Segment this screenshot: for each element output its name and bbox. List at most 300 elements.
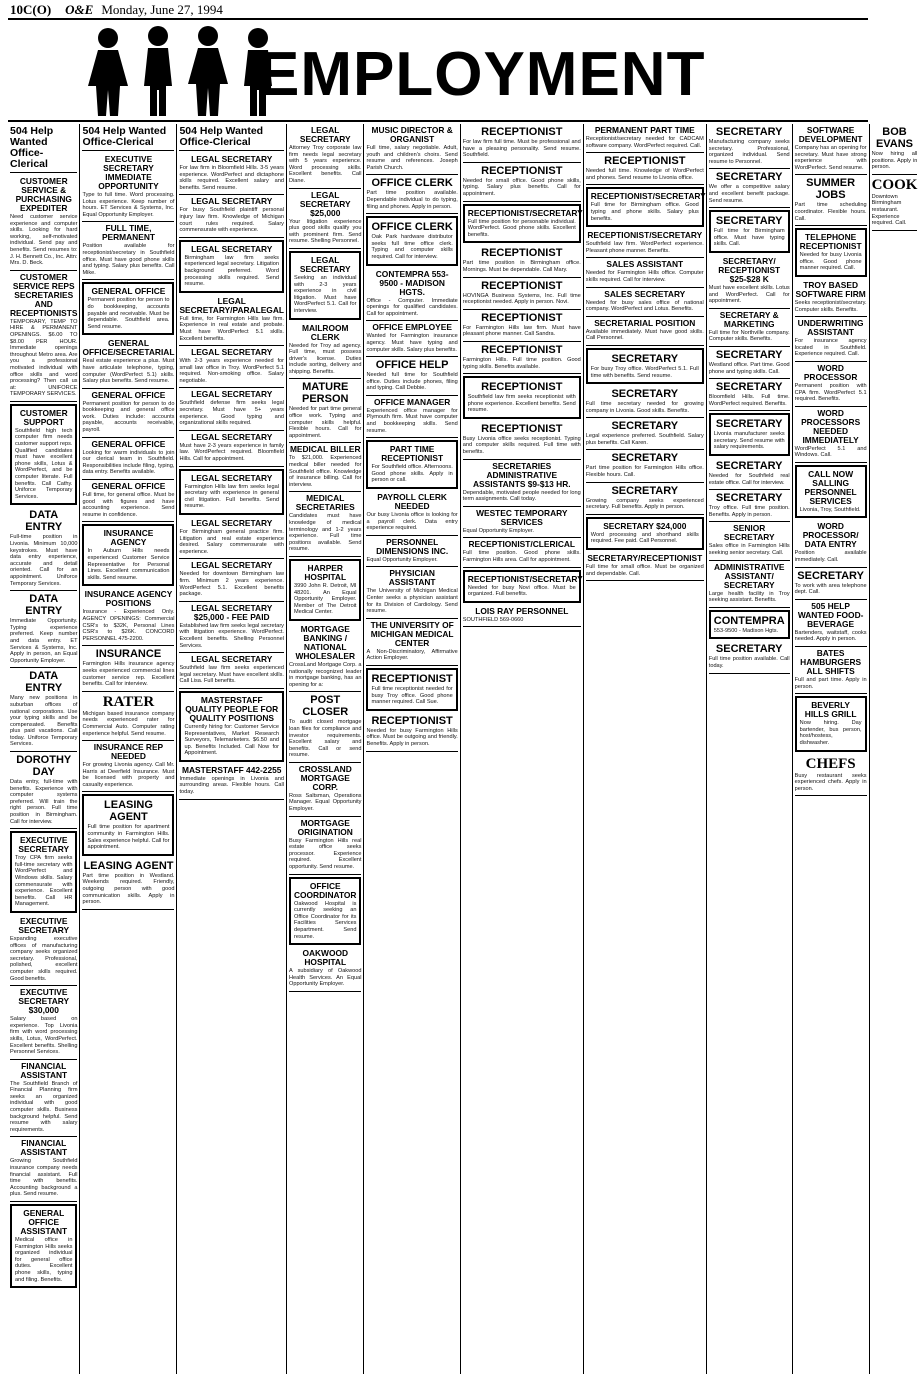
ad-title: GENERAL OFFICE/SECRETARIAL	[82, 338, 175, 358]
ad-body: Needed for Farmington Hills office. Computer skills required. Call for interview.	[585, 270, 704, 283]
ad-body: Expanding executive offices of manufacturing company seeks organized secretary. Professional, polished, excellent computer skills required. Good benefits.	[10, 935, 78, 982]
ad-title: THE UNIVERSITY OF MICHIGAN MEDICAL CENTER	[370, 619, 454, 648]
ad-title: DATA ENTRY	[25, 670, 63, 695]
classified-ad	[10, 271, 77, 402]
ad-body: Manufacturing company seeks secretary. Professional, organized individual. Send resume to Personnel.	[708, 139, 790, 165]
ad-title: INSURANCE AGENCY POSITIONS	[84, 589, 173, 609]
ad-body: For busy Troy office. WordPerfect 5.1. Full time with benefits. Send resume.	[590, 365, 699, 379]
classified-ad	[179, 240, 284, 293]
ad-title: ADMINISTRATIVE ASSISTANT/ SECRETARY	[713, 561, 785, 590]
classified-ad	[289, 379, 362, 443]
ad-body: For Birmingham general practice firm. Litigation and real estate experience desired. Salary commensurate with experience.	[179, 529, 284, 555]
ad-body: Full time for Birmingham office. Good typing and phone skills. Salary plus benefits.	[590, 202, 699, 222]
ad-title: INSURANCE REP NEEDED	[93, 742, 164, 762]
classified-ad	[10, 175, 77, 271]
classified-ad	[795, 754, 867, 797]
ad-title: WESTEC TEMPORARY SERVICES	[476, 507, 568, 527]
ad-body: To audit closed mortgage loan files for compliance and investor requirements. Excellent salary and benefits. Call or send resume.	[288, 719, 362, 759]
classified-ad	[795, 465, 867, 519]
ad-title: SECRETARY	[611, 452, 679, 465]
ad-title: SALES ASSISTANT	[606, 259, 684, 270]
ad-body: Available immediately. Must have good skills. Call Personnel.	[585, 328, 704, 342]
ad-body: Troy CPA firm seeks full-time secretary with WordPerfect and Windows skills. Salary commensurate with experience. Excellent benefits. Call HR Management.	[15, 855, 73, 908]
classified-ad	[366, 396, 457, 438]
ad-title: WORD PROCESSOR	[803, 362, 858, 382]
ad-title: LEGAL SECRETARY $25,000 - FEE PAID	[191, 602, 273, 622]
classified-ad	[10, 1060, 77, 1138]
ad-body: 553-9500 - Madison Hgts.	[713, 627, 779, 634]
ad-body: Full time secretary needed for growing company in Livonia. Good skills. Benefits.	[585, 401, 704, 414]
classified-ad	[709, 124, 790, 169]
ad-body: Full time for Birmingham office. Must have typing skills. Call.	[713, 228, 785, 248]
ad-body: Position available immediately. Call.	[794, 550, 867, 564]
ad-title: MEDICAL SECRETARIES	[295, 493, 355, 513]
ad-title: OAKWOOD HOSPITAL	[302, 948, 349, 968]
ad-body: Downtown Birmingham restaurant. Experience required. Call.	[871, 193, 907, 227]
column-10	[870, 124, 919, 1374]
ad-title: OFFICE CLERK	[371, 221, 453, 234]
ad-title: SUMMER JOBS	[806, 177, 856, 202]
ad-body: Immediate openings in Livonia and surrounding areas. Flexible hours. Call today.	[179, 775, 284, 796]
classified-ad	[289, 251, 362, 320]
ad-title: SECRETARY	[715, 460, 783, 473]
classified-ad	[872, 175, 918, 231]
ad-body: Birmingham law firm seeks experienced legal secretary. Litigation background preferred. Word processing skills required. Send resume.	[184, 254, 279, 288]
ad-title: MATURE PERSON	[302, 381, 349, 406]
column-9	[793, 124, 870, 1374]
classified-ad	[463, 278, 581, 310]
ad-body: Southfield law firm seeks experienced legal secretary. Must have excellent skills. Call Lisa. Full benefits.	[179, 665, 284, 685]
ad-title: RECEPTIONIST	[371, 672, 453, 685]
ad-title: SECRETARY	[715, 418, 783, 431]
classified-ad	[82, 741, 174, 792]
ad-title: SECRETARY/RECEPTIONIST	[587, 553, 703, 564]
ad-title: LEGAL SECRETARY	[191, 154, 273, 164]
ad-body: Data entry, full-time with benefits. Experience with computer systems preferred. Will train the right person. Full time position in Birmingham. Call for interview.	[10, 779, 78, 825]
ad-title: FINANCIAL ASSISTANT	[20, 1138, 68, 1158]
ad-title: RECEPTIONIST	[481, 311, 563, 324]
ad-body: Medical office in Farmington Hills seeks organized individual for general office duties. Excellent phone skills, typing and filing. Benefits.	[15, 1237, 73, 1283]
classified-ad	[82, 858, 174, 910]
ad-body: Seeking an individual with 2-3 years experience in civil litigation. Must have WordPerfect 5.1. Call for interview.	[293, 274, 357, 314]
page-number: 10C(O)	[10, 2, 52, 17]
column-3	[177, 124, 287, 1374]
ad-title: LEGAL SECRETARY	[191, 518, 273, 528]
ad-body: Needed for busy Novi office. Must be organized. Full benefits.	[467, 584, 576, 598]
ad-title: LEGAL SECRETARY	[191, 243, 273, 254]
classified-ad	[179, 764, 284, 800]
ad-title: RECEPTIONIST	[481, 247, 563, 260]
ad-title: COOK	[871, 176, 918, 193]
classified-ad	[82, 646, 174, 691]
classified-ad	[179, 153, 284, 195]
classified-ad	[795, 696, 867, 751]
ad-title: PHYSICIAN ASSISTANT	[388, 568, 436, 588]
classified-ad	[586, 229, 704, 258]
classified-ad	[82, 480, 174, 522]
classified-ad	[366, 713, 457, 752]
ad-body: Southfield law firm. WordPerfect experience. Pleasant phone manner. Benefits.	[585, 241, 704, 254]
ad-body: The University of Michigan Medical Center seeks a physician assistant for its Division of Cardiology. Send resume.	[366, 588, 458, 615]
classified-ad	[463, 460, 581, 507]
ad-title: LOIS RAY PERSONNEL	[475, 605, 569, 616]
ad-title: SECRETARY & MARKETING	[719, 309, 779, 329]
classified-ad	[179, 295, 284, 346]
classified-ad	[709, 210, 790, 253]
ad-body: Candidates must have knowledge of medical terminology and 1-2 years experience. Full time positions available. Send resume.	[288, 513, 362, 553]
ad-title: RECEPTIONIST/CLERICAL	[468, 539, 576, 550]
classified-ad	[795, 362, 867, 407]
ad-body: Farmington Hills insurance agency seeks experienced commercial lines customer service rep. Excellent benefits. Call for interview.	[82, 661, 175, 688]
classified-ad	[463, 507, 581, 539]
classified-ad	[795, 124, 867, 175]
classified-ad	[82, 794, 174, 855]
classified-ad	[10, 591, 77, 668]
classified-ad	[872, 124, 918, 175]
classified-ad	[179, 195, 284, 237]
ad-body: Oak Park hardware distributor seeks full time office clerk. Typing and computer skills required. Call for interview.	[371, 234, 453, 260]
ad-body: Busy Livonia office seeks receptionist. Typing and computer skills required. Full time with benefits.	[462, 435, 581, 456]
ad-title: FINANCIAL ASSISTANT	[20, 1060, 68, 1080]
classified-ad	[709, 641, 790, 673]
classified-ad	[795, 228, 867, 277]
ad-body: Southfield high tech computer firm needs customer support reps. Qualified candidates must have excellent phone skills, Lotus & WordPerfect, and be computer literate. Full benefits. Call Cathy. Uniforce Temporary Services.	[15, 427, 73, 500]
ad-title: RECEPTIONIST/SECRETARY	[590, 191, 706, 202]
ad-body: Must have excellent skills. Lotus and WordPerfect. Call for appointment.	[708, 284, 790, 305]
ad-body: Full time position for personable individual. WordPerfect. Good phone skills. Excellent benefits.	[467, 218, 576, 238]
ad-title: TELEPHONE RECEPTIONIST	[799, 232, 862, 252]
classified-ad	[289, 817, 362, 875]
classified-ad	[709, 379, 790, 411]
ad-title: MASTERSTAFF QUALITY PEOPLE FOR QUALITY POSITIONS	[185, 694, 279, 723]
ad-title: SALES SECRETARY	[604, 288, 686, 299]
ad-body: Permanent position for person to do bookkeeping and general office work. Duties include: accounts payable, accounts receivable, payroll.	[82, 400, 175, 434]
classified-ad	[586, 288, 704, 317]
column-8	[707, 124, 793, 1374]
classified-ad	[586, 258, 704, 287]
ad-body: Equal Opportunity Employer.	[366, 556, 438, 563]
ad-body: Needed full time for Southfield office. Duties include phones, filing and typing. Call Debbie.	[366, 372, 458, 392]
ad-body: Full time for small office. Must be organized and dependable. Call.	[585, 564, 704, 577]
classified-ad	[82, 588, 174, 646]
ad-title: SECRETARY	[715, 171, 783, 184]
classified-ad	[463, 376, 581, 419]
classified-ad	[366, 619, 457, 666]
ad-body: Full time position. Good phone skills. Farmington Hills area. Call for appointment.	[462, 550, 581, 564]
ad-title: SECRETARY $24,000	[603, 520, 687, 531]
ad-title: LEGAL SECRETARY	[299, 125, 351, 144]
ad-title: GENERAL OFFICE	[91, 286, 166, 297]
ad-title: RECEPTIONIST	[481, 381, 563, 394]
ad-body: SOUTHFIELD 569-0660	[462, 616, 524, 623]
section-title: EMPLOYMENT	[258, 40, 706, 109]
ad-body: Michigan based insurance company needs experienced rater for Commercial Auto. Computer rating experience helpful. Send resume.	[82, 710, 175, 737]
classified-ad	[709, 169, 790, 208]
classified-ad	[709, 347, 790, 379]
ad-body: Oakwood Hospital is currently seeking an Office Coordinator for its Facilities Services department. Send resume.	[293, 900, 357, 940]
ad-body: Type to full time. Word processing. Lotus experience. Keep number of hours. ET Services & Systems, Inc. Equal Opportunity Employer.	[82, 192, 175, 218]
ad-body: Receptionist/secretary needed for CADCAM software company. WordPerfect required. Call.	[585, 136, 704, 149]
ad-title: SECRETARY	[611, 352, 679, 365]
ad-body: HOVINGA Business Systems, Inc. Full time receptionist needed. Apply in person. Novi.	[462, 292, 581, 306]
classified-ad	[463, 570, 581, 603]
classified-ad	[709, 458, 790, 490]
ad-body: Full time position available. Call today.	[708, 656, 790, 669]
column-1	[8, 124, 80, 1374]
ad-body: Needed full time. Knowledge of WordPerfect and phones. Send resume to Livonia office.	[585, 168, 704, 181]
classified-ad	[586, 418, 704, 450]
classified-ad	[82, 438, 174, 480]
classified-ad	[179, 517, 284, 559]
classified-ad	[82, 524, 174, 586]
column-6	[461, 124, 584, 1374]
classified-ad	[463, 204, 581, 244]
ad-body: A Non-Discriminatory, Affirmative Action Employer.	[366, 648, 458, 662]
section-header: 504 Help Wanted Office-Clerical	[10, 124, 77, 173]
ad-body: Your litigation experience plus good skills qualify you with prominent firm. Send resume. Shelling Personnel.	[288, 218, 362, 245]
classified-ad	[10, 507, 77, 591]
ad-title: MAILROOM CLERK	[301, 322, 349, 342]
ad-title: LEGAL SECRETARY	[191, 654, 273, 665]
classified-ad	[179, 469, 284, 515]
classified-ad	[586, 153, 704, 185]
classified-ad	[366, 668, 457, 711]
issue-date: Monday, June 27, 1994	[101, 2, 223, 17]
ad-title: SECRETARIAL POSITION	[594, 317, 696, 328]
ad-title: LEGAL SECRETARY	[191, 389, 273, 400]
ad-title: RECEPTIONIST	[481, 422, 563, 435]
classified-ad	[289, 559, 362, 621]
ad-body: Needed for part time general office work. Typing and computer skills helpful. Flexible hours. Call for appointment.	[288, 406, 362, 439]
ad-title: RECEPTIONIST	[604, 155, 686, 168]
ad-title: PERSONNEL DIMENSIONS INC.	[376, 536, 449, 556]
classified-ad	[795, 279, 867, 317]
classified-ad	[586, 552, 704, 581]
ad-body: Southfield law firm seeks receptionist with phone experience. Excellent benefits. Send resume.	[467, 394, 576, 414]
ad-title: MEDICAL BILLER	[289, 444, 361, 455]
ad-title: LEGAL SECRETARY $25,000	[299, 189, 351, 218]
ad-title: SECRETARY	[715, 126, 783, 138]
ad-title: EXECUTIVE SECRETARY	[18, 835, 70, 855]
ad-title: SECRETARY	[715, 381, 783, 394]
classified-ad	[289, 947, 362, 992]
ad-body: Full time receptionist needed for busy Troy office. Good phone manner required. Call Sue.	[371, 685, 453, 706]
column-7	[584, 124, 707, 1374]
ad-body: Ross Saltsman, Operations Manager. Equal Opportunity Employer.	[288, 792, 362, 813]
classified-ad	[586, 348, 704, 384]
ad-body: Livonia, Troy, Southfield.	[799, 506, 861, 513]
ad-title: GENERAL OFFICE	[91, 389, 166, 400]
ad-body: Busy Farmington Hills real estate office seeks processor. Experience required. Excellent opportunity. Send resume.	[288, 837, 362, 871]
ad-body: Full-time position in Livonia. Minimum 10,000 keystrokes. Must have data entry experience, accurate and detail oriented. Call for an appointment. Uniforce Temporary Services.	[10, 534, 78, 587]
ad-title: LEGAL SECRETARY	[191, 431, 273, 442]
classified-ad	[82, 389, 174, 438]
ad-title: INSURANCE AGENCY	[103, 528, 154, 548]
ad-title: RECEPTIONIST	[371, 714, 453, 727]
ad-body: A subsidiary of Oakwood Health Services. An Equal Opportunity Employer.	[288, 968, 362, 988]
ad-body: Bloomfield Hills. Full time. WordPerfect required. Benefits.	[708, 394, 790, 407]
ad-title: PERMANENT PART TIME	[594, 125, 695, 135]
classified-ad	[366, 440, 457, 489]
classified-ad	[709, 309, 790, 347]
ad-title: LEGAL SECRETARY	[191, 560, 273, 571]
classified-ad	[82, 282, 174, 335]
classified-ad	[795, 600, 867, 647]
ad-title: OFFICE COORDINATOR	[293, 880, 357, 900]
ad-body: Our busy Livonia office is looking for a payroll clerk. Data entry experience required.	[366, 512, 458, 532]
ad-body: Permanent position for person to do bookkeeping, accounts payable and receivable. Must be dependable. Southfield area. Send resume.	[87, 297, 170, 330]
ad-title: LEGAL SECRETARY	[191, 196, 273, 207]
ad-title: UNDERWRITING ASSISTANT	[797, 318, 864, 338]
ad-body: Attorney Troy corporate law firm needs legal secretary with 5 years experience. Word processing skills. Excellent benefits. Call Diane.	[288, 145, 362, 184]
ad-title: SECRETARY	[611, 388, 679, 401]
ad-title: CROSSLAND MORTGAGE CORP.	[298, 763, 352, 792]
classified-ad	[82, 337, 174, 388]
ad-body: Currently hiring for: Customer Service Representatives, Market Research Surveyors, Telemarketers. $6.50 and up. Benefits Included. Call Now for Appointment.	[184, 723, 279, 757]
classified-ad	[463, 245, 581, 277]
ad-title: EXECUTIVE SECRETARY	[18, 915, 70, 935]
ad-title: TROY BASED SOFTWARE FIRM	[795, 279, 866, 299]
ad-title: RECEPTIONIST	[481, 343, 563, 356]
ad-body: Equal Opportunity Employer.	[462, 527, 534, 534]
classified-ad	[10, 752, 77, 829]
ad-title: RECEPTIONIST	[481, 279, 563, 292]
ad-body: For Southfield office. Afternoons. Good phone skills. Apply in person or call.	[371, 464, 453, 484]
ad-body: Needed for Troy ad agency. Full time, must possess driver's license. Duties include sorting, delivery and shipping. Benefits.	[288, 342, 362, 375]
ad-title: LEGAL SECRETARY	[191, 347, 273, 358]
ad-body: Word processing and shorthand skills required. Fee paid. Call Personnel.	[590, 531, 699, 545]
ad-body: Westland office. Part time. Good phone and typing skills. Call.	[708, 361, 790, 375]
section-header: 504 Help Wanted Office-Clerical	[179, 124, 284, 151]
classified-ad	[463, 538, 581, 567]
ad-body: Needed for Southfield real estate office. Call for interview.	[708, 473, 790, 486]
ad-title: SECRETARY	[715, 643, 783, 656]
classified-ad	[709, 255, 790, 309]
ad-title: SECRETARY	[611, 484, 679, 497]
ad-body: Need customer service experience and computer skills. Looking for hard working, self-motivated individual. Send pay and benefits. Send resumes to: J. H. Bennett Co., Inc. Attn: Mrs. D. Beck.	[10, 214, 78, 267]
ad-body: Full time, for general office. Must be good with figures and have accounting experience. Send resume in confidence.	[82, 492, 175, 518]
classified-ad	[366, 567, 457, 618]
classified-ad	[463, 124, 581, 163]
classified-ad	[463, 421, 581, 460]
classified-ad	[10, 915, 77, 986]
classified-ad	[709, 610, 790, 640]
ad-title: SECRETARY	[797, 569, 864, 582]
ad-body: Dependable, motivated people needed for long term assignments. Call today.	[462, 489, 581, 503]
ad-body: Part time scheduling coordinator. Flexible hours. Call.	[794, 202, 867, 222]
classified-ad	[179, 388, 284, 430]
classified-columns	[8, 124, 918, 1374]
classified-ad	[366, 216, 457, 265]
ad-title: BEVERLY HILLS GRILL	[804, 700, 857, 720]
ad-body: CrossLand Mortgage Corp. a nationally recognized leader in mortgage banking, has an opening for a:	[288, 661, 362, 688]
ad-body: Looking for warm individuals to join our clerical team in Southfield. Responsibilities include filing, typing, data entry. Benefits available.	[82, 449, 175, 476]
classified-ad	[10, 404, 77, 506]
classified-ad	[82, 153, 174, 222]
classified-ad	[289, 189, 362, 249]
ad-title: CALL NOW SALLING PERSONNEL SERVICES	[804, 468, 857, 506]
ad-title: SECRETARY	[715, 348, 783, 361]
ad-body: Full time, for Farmington Hills law firm. Experience in real estate and probate. Must have WordPerfect 5.1 skills. Excellent benefits.	[179, 315, 284, 342]
ad-body: Sales office in Farmington Hills seeking senior secretary. Call.	[708, 543, 790, 557]
classified-ad	[82, 692, 174, 741]
classified-ad	[463, 342, 581, 374]
classified-ad	[366, 268, 457, 322]
ad-title: MORTGAGE ORIGINATION	[297, 817, 353, 837]
ad-body: Immediate Opportunity. Typing experience preferred. Keep number and data entry. ET Services & Systems, Inc. Apply in person, an Equal Opportunity Employer.	[10, 618, 78, 664]
ad-title: DATA ENTRY	[25, 593, 63, 618]
ad-title: CHEFS	[805, 755, 856, 772]
classified-ad	[795, 175, 867, 226]
ad-body: Part time position for Farmington Hills office. Flexible hours. Call.	[585, 465, 704, 479]
classified-ad	[82, 222, 174, 280]
ad-body: Company has an opening for secretary. Must have strong experience with WordPerfect. Send resume.	[794, 145, 867, 171]
classified-ad	[289, 443, 362, 492]
classified-ad	[366, 491, 457, 536]
ad-body: For growing Livonia agency. Call Mr. Harris at Deerfield Insurance. Must be licensed with property and casualty experience.	[82, 762, 175, 788]
ad-title: RECEPTIONIST	[481, 126, 563, 138]
classified-ad	[586, 187, 704, 227]
ad-body: WordPerfect 5.1 and Windows. Call.	[794, 445, 867, 459]
ad-body: Southfield defense firm seeks legal secretary. Must have 5+ years experience. Good typing and organizational skills required.	[179, 400, 284, 427]
ad-body: Full and part time. Apply in person.	[794, 677, 867, 690]
classified-ad	[10, 668, 77, 752]
ad-body: Part time position in Westland. Weekends required. Friendly, outgoing person with good communication skills. Apply in person.	[82, 872, 175, 906]
classified-ad	[586, 317, 704, 346]
classified-ad	[289, 877, 362, 946]
ad-title: GENERAL OFFICE ASSISTANT	[20, 1208, 68, 1236]
ad-body: Many new positions in suburban offices of national corporations. Use your typing skills and be compensated. Benefits plus paid vacations. Call today. Uniforce Temporary Services.	[10, 695, 78, 748]
ad-body: For Farmington Hills law firm. Must have pleasant phone manner. Call Sandra.	[462, 324, 581, 338]
classified-ad	[795, 520, 867, 567]
classified-ad	[366, 357, 457, 396]
ad-title: WORD PROCESSORS NEEDED IMMEDIATELY	[801, 407, 861, 445]
ad-body: Wanted for Farmington insurance agency. Must have typing and computer skills. Salary plus benefits.	[366, 333, 458, 353]
ad-title: EXECUTIVE SECRETARY $30,000	[18, 987, 70, 1016]
ad-body: Bartenders, waitstaff, cooks needed. Apply in person.	[794, 629, 867, 643]
ad-body: To $21,000. Experienced medical biller needed for Southfield office. Knowledge of insurance billing. Call for interview.	[288, 455, 362, 488]
ad-body: For insurance agency located in Southfield. Experience required. Call.	[794, 338, 867, 358]
ad-body: Real estate experience a plus. Must have articulate telephone, typing, computer (WordPerfect 5.1) skills. Salary plus benefits. Send resume.	[82, 358, 175, 385]
ad-body: Full time, salary negotiable. Adult, youth and children's choirs. Send resume and references. Joseph Parish Church.	[366, 145, 458, 171]
folio-line	[10, 2, 866, 18]
banner-rule	[8, 120, 868, 122]
ad-body: Troy office. Full time position. Benefits. Apply in person.	[708, 505, 790, 518]
classified-ad	[289, 692, 362, 763]
ad-title: RATER	[102, 693, 155, 710]
ad-title: WORD PROCESSOR/ DATA ENTRY	[802, 521, 859, 550]
classified-ad	[795, 647, 867, 694]
folio-rule	[8, 18, 868, 20]
ad-title: LEGAL SECRETARY	[299, 254, 351, 274]
ad-body: Legal experience preferred. Southfield. Salary plus benefits. Call Karen.	[585, 433, 704, 446]
classified-ad	[289, 322, 362, 380]
ad-title: GENERAL OFFICE	[91, 481, 166, 492]
ad-title: CUSTOMER SUPPORT	[19, 407, 68, 427]
classified-ad	[289, 492, 362, 557]
ad-body: Seeks receptionist/secretary. Computer skills. Benefits.	[794, 299, 867, 313]
ad-body: TEMPORARY, TEMP TO HIRE & PERMANENT OPENINGS. $6.00 TO $8.00 PER HOUR. Immediate openings throughout Metro area. Are you a professional motivated individual with office skills and word processing? Then call us at: UNIFORCE TEMPORARY SERVICES.	[10, 318, 78, 398]
ad-title: RECEPTIONIST	[481, 164, 563, 177]
ad-title: LEGAL SECRETARY/PARALEGAL	[179, 295, 284, 315]
ad-body: Full time for Northville company. Computer skills. Benefits.	[708, 329, 790, 343]
ad-title: SECRETARY	[611, 420, 679, 433]
ad-title: SECRETARY	[715, 492, 783, 505]
ad-title: OFFICE CLERK	[371, 177, 453, 190]
column-5	[364, 124, 460, 1374]
ad-body: For law firm in Bloomfield Hills. 3-5 years experience. WordPerfect and dictaphone skills required. Excellent salary and benefits. Send resume.	[179, 165, 284, 191]
classified-ad	[709, 561, 790, 608]
